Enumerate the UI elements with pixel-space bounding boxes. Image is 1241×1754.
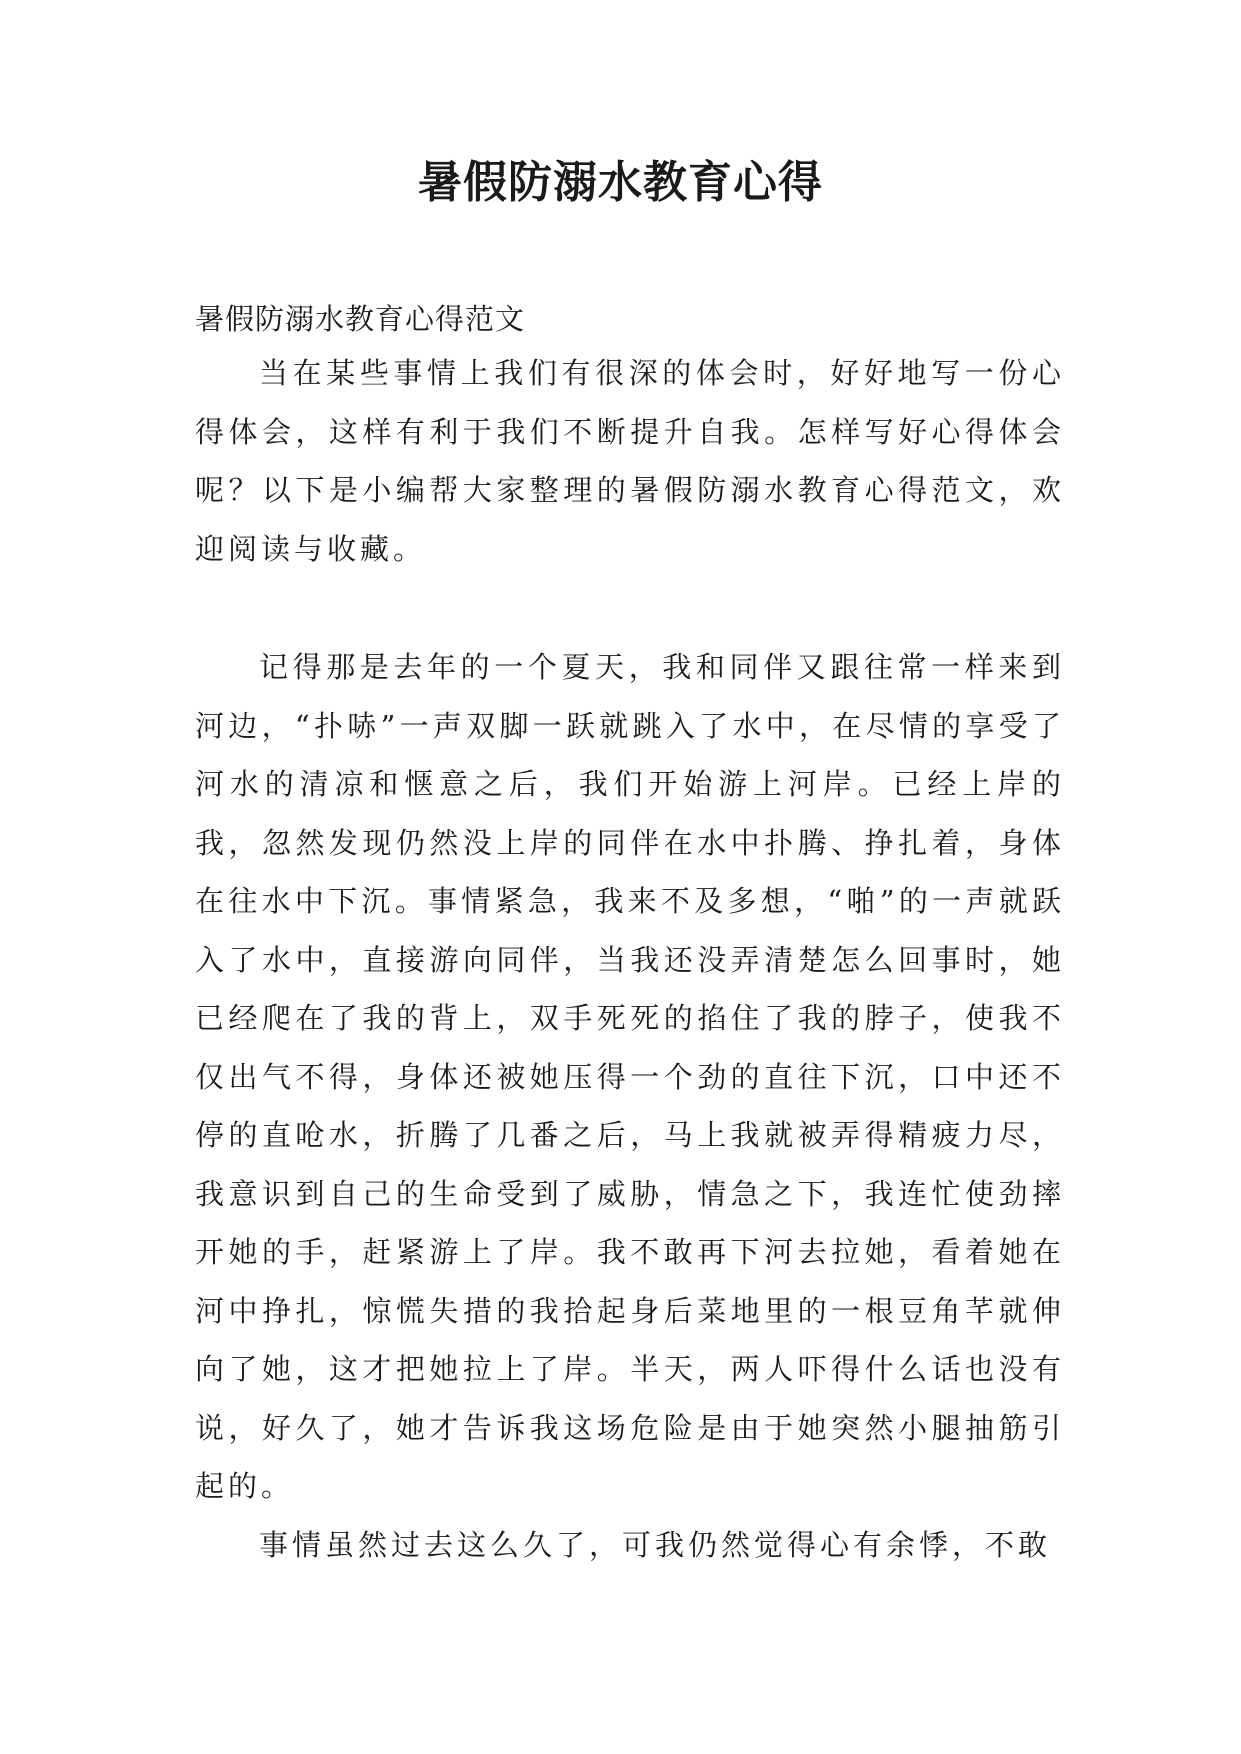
- document-title: 暑假防溺水教育心得: [418, 157, 823, 208]
- story-paragraph-1: 记得那是去年的一个夏天，我和同伴又跟往常一样来到河边，“扑哧”一声双脚一跃就跳入了水中，在尽情的享受了河水的清凉和惬意之后，我们开始游上河岸。已经上岸的我，忽然发现仍然没上岸的同伴在水中扑腾、挣扎着，身体在往水中下沉。事情紧急，我来不及多想，“啪”的一声就跃入了水中，直接游向同伴，当我还没弄清楚怎么回事时，她已经爬在了我的背上，双手死死的掐住了我的脖子，使我不仅出气不得，身体还被她压得一个劲的直往下沉，口中还不停的直呛水，折腾了几番之后，马上我就被弄得精疲力尽，我意识到自己的生命受到了威胁，情急之下，我连忙使劲摔开她的手，赶紧游上了岸。我不敢再下河去拉她，看着她在河中挣扎，惊慌失措的我拾起身后菜地里的一根豆角芊就伸向了她，这才把她拉上了岸。半天，两人吓得什么话也没有说，好久了，她才告诉我这场危险是由于她突然小腿抽筋引起的。: [195, 650, 1065, 1503]
- intro-paragraph: 当在某些事情上我们有很深的体会时，好好地写一份心得体会，这样有利于我们不断提升自我。怎样写好心得体会呢？以下是小编帮大家整理的暑假防溺水教育心得范文，欢迎阅读与收藏。: [195, 356, 1065, 566]
- story-section: [195, 638, 1065, 1574]
- story-paragraph-2: 事情虽然过去这么久了，可我仍然觉得心有余悸，不敢: [259, 1527, 1052, 1562]
- document-subtitle: 暑假防溺水教育心得范文: [195, 302, 526, 336]
